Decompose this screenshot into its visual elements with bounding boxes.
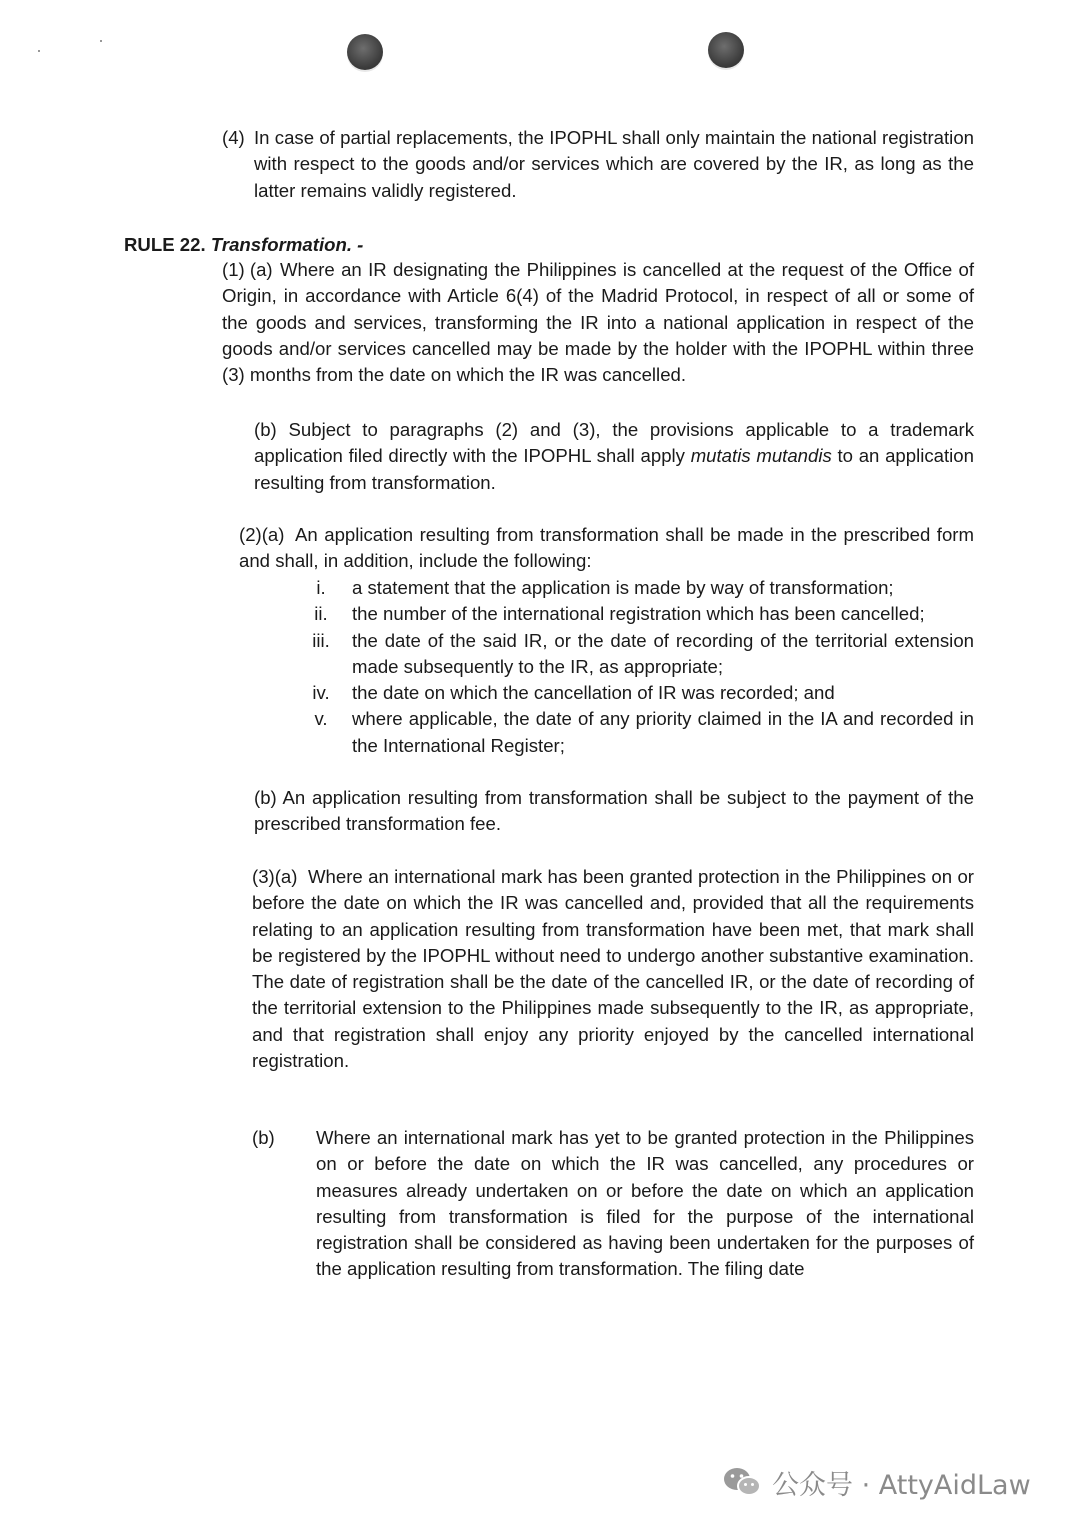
list-item [290, 680, 974, 706]
paragraph-4-label: (4) [222, 127, 245, 148]
paragraph-1b-italic: mutatis mutandis [690, 445, 832, 467]
paragraph-2a-text [239, 522, 974, 575]
list-item [290, 601, 974, 627]
list-item-number: i. [316, 577, 326, 598]
paragraph-2a-label: (2)(a) [239, 524, 285, 545]
paragraph-1a-text [222, 257, 974, 388]
punch-hole-right [708, 32, 744, 68]
paragraph-1a-label: (1) (a) [222, 259, 273, 280]
watermark [722, 1460, 1031, 1504]
list-item [290, 628, 974, 681]
paragraph-1b-before: (b) Subject to paragraphs (2) and (3), the provisions applicable to a trademark application filed directly with the IPOPHL shall apply [254, 419, 974, 467]
watermark-text: 公众号 · AttyAidLaw [772, 1469, 1031, 1501]
paragraph-3b-text: Where an international mark has yet to be granted protection in the Philippines on or before the date on which the IR was cancelled, any procedures or measures already undertaken on or before the date on which an application resulting from transformation is filed for the purpose of the international registration shall be considered as having been undertaken for the purposes of the application resulting from transformation. The filing date [316, 1127, 974, 1280]
list-item [290, 575, 974, 601]
paragraph-3a-label: (3)(a) [252, 866, 298, 887]
paragraph-1b-after: to an application resulting from transformation. [254, 445, 974, 493]
list-item-number: ii. [314, 603, 328, 625]
list-item-text: the number of the international registration which has been cancelled; [352, 603, 925, 625]
rule-number: RULE 22. [124, 234, 206, 255]
list-item [290, 706, 974, 759]
list-item-text: a statement that the application is made by way of transformation; [352, 577, 894, 598]
list-item-text: the date of the said IR, or the date of recording of the territorial extension made subsequently to the IR, as appropriate; [352, 629, 974, 677]
paragraph-3b-label: (b) [252, 1127, 275, 1148]
rule-22-heading [124, 232, 363, 258]
punch-hole-left [347, 34, 383, 70]
list-item-number: v. [314, 708, 328, 730]
wechat-icon [722, 1465, 762, 1499]
list-item-text: where applicable, the date of any priority claimed in the IA and recorded in the International Register; [352, 708, 974, 756]
scan-speck [38, 50, 40, 52]
scan-speck [100, 40, 102, 42]
paragraph-2b: (b) An application resulting from transformation shall be subject to the payment of the prescribed transformation fee. [254, 787, 974, 835]
paragraph-1a-body: Where an IR designating the Philippines is cancelled at the request of the Office of Origin, in accordance with Article 6(4) of the Madrid Protocol, in respect of all or some of the goods and services, transforming the IR into a national application in respect of the goods and/or services cancelled may be made by the holder with the IPOPHL within three (3) months from the date on which the IR was cancelled. [222, 259, 974, 386]
list-item-number: iii. [312, 629, 330, 651]
list-item-number: iv. [312, 682, 330, 704]
paragraph-2a-body: An application resulting from transformation shall be made in the prescribed form and shall, in addition, include the following: [239, 524, 974, 572]
rule-title: Transformation. - [210, 234, 364, 255]
list-item-text: the date on which the cancellation of IR was recorded; and [352, 682, 835, 704]
paragraph-1b [254, 417, 974, 496]
paragraph-3a-text [252, 864, 974, 1074]
paragraph-4-text: In case of partial replacements, the IPOPHL shall only maintain the national registration with respect to the goods and/or services which are covered by the IR, as long as the latter remains validly registered. [254, 127, 974, 201]
paragraph-3a-body: Where an international mark has been granted protection in the Philippines on or before the date on which the IR was cancelled and, provided that all the requirements relating to an application resulting from transformation have been met, that mark shall be registered by the IPOPHL without need to undergo another substantive examination. The date of registration shall be the date of the cancelled IR, or the date of recording of the territorial extension to the Philippines made subsequently to the IR, as appropriate, and that registration shall enjoy any priority enjoyed by the cancelled international registration. [252, 866, 974, 1072]
paragraph-2a-list [290, 575, 974, 759]
